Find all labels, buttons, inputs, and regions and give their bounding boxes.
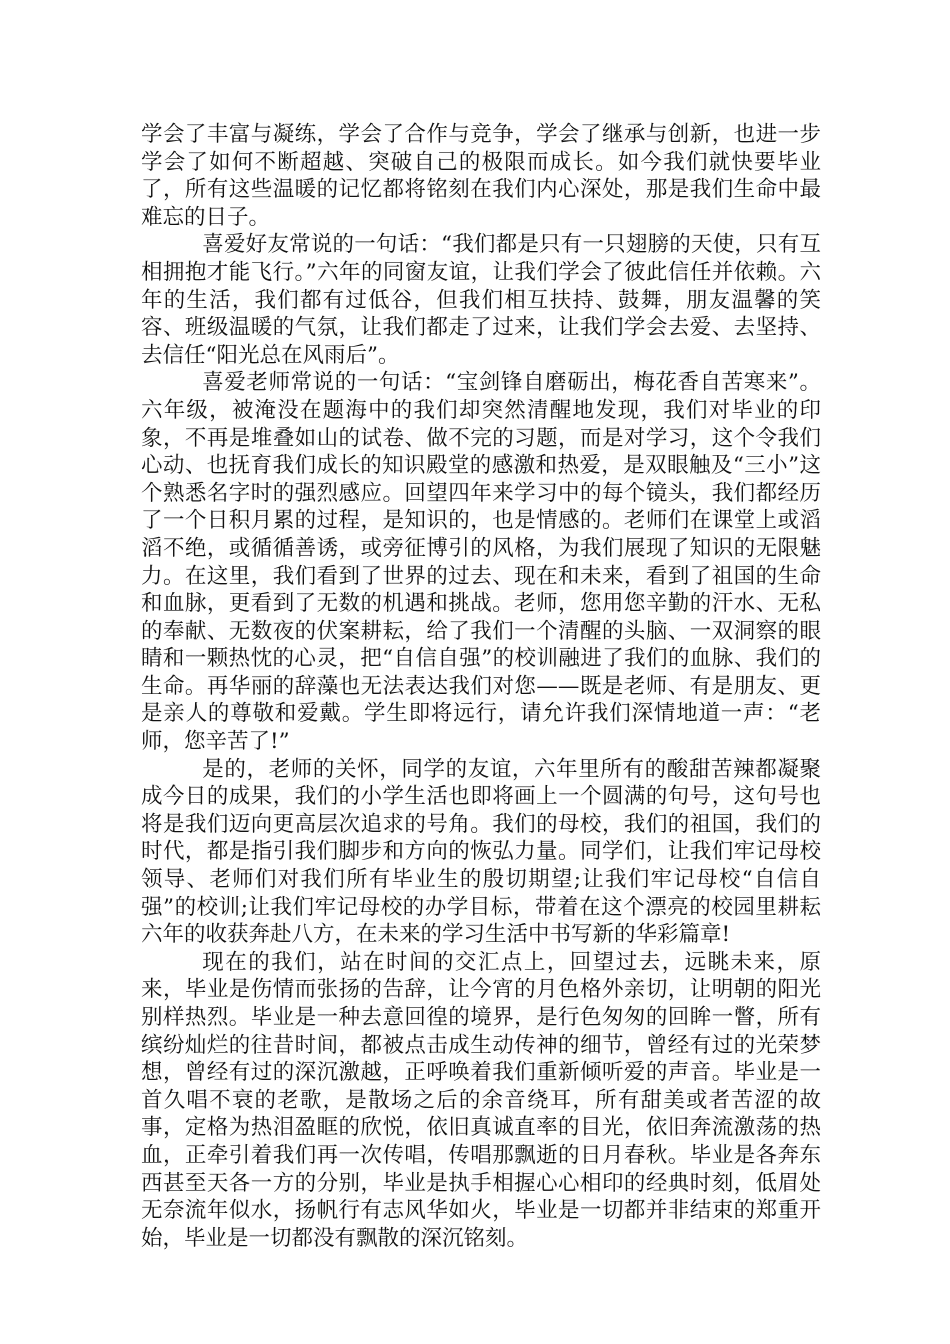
paragraph-4: 是的，老师的关怀，同学的友谊，六年里所有的酸甜苦辣都凝聚成今日的成果，我们的小学生活也即将画上一个圆满的句号，这句号也将是我们迈向更高层次追求的号角。我们的母校，我们的祖国，我们的时代，都是指引我们脚步和方向的恢弘力量。同学们，让我们牢记母校领导、老师们对我们所有毕业生的殷切期望;让我们牢记母校“自信自强”的校训;让我们牢记母校的办学目标，带着在这个漂亮的校园里耕耘六年的收获奔赴八方，在未来的学习生活中书写新的华彩篇章! [141,756,821,948]
paragraph-5: 现在的我们，站在时间的交汇点上，回望过去，远眺未来，原来，毕业是伤情而张扬的告辞，让今宵的月色格外亲切，让明朝的阳光别样热烈。毕业是一种去意回徨的境界，是行色匆匆的回眸一瞥，所有缤纷灿烂的往昔时间，都被点击成生动传神的细节，曾经有过的光荣梦想，曾经有过的深沉激越，正呼唤着我们重新倾听爱的声音。毕业是一首久唱不衰的老歌，是散场之后的余音绕耳，所有甜美或者苦涩的故事，定格为热泪盈眶的欣悦，依旧真诚直率的目光，依旧奔流激荡的热血，正牵引着我们再一次传唱，传唱那飘逝的日月春秋。毕业是各奔东西甚至天各一方的分别，毕业是执手相握心心相印的经典时刻，低眉处无奈流年似水，扬帆行有志风华如火，毕业是一切都并非结束的郑重开始，毕业是一切都没有飘散的深沉铭刻。 [141,949,821,1251]
document-body [141,121,821,1252]
paragraph-1: 学会了丰富与凝练，学会了合作与竞争，学会了继承与创新，也进一步学会了如何不断超越、突破自己的极限而成长。如今我们就快要毕业了，所有这些温暖的记忆都将铭刻在我们内心深处，那是我们生命中最难忘的日子。 [141,122,821,230]
paragraph-2: 喜爱好友常说的一句话：“我们都是只有一只翅膀的天使，只有互相拥抱才能飞行。”六年的同窗友谊，让我们学会了彼此信任并依赖。六年的生活，我们都有过低谷，但我们相互扶持、鼓舞，朋友温馨的笑容、班级温暖的气氛，让我们都走了过来，让我们学会去爱、去坚持、去信任“阳光总在风雨后”。 [141,232,821,368]
paragraph-3: 喜爱老师常说的一句话：“宝剑锋自磨砺出，梅花香自苦寒来”。六年级，被淹没在题海中的我们却突然清醒地发现，我们对毕业的印象，不再是堆叠如山的试卷、做不完的习题，而是对学习，这个令我们心动、也抚育我们成长的知识殿堂的感激和热爱，是双眼触及“三小”这个熟悉名字时的强烈感应。回望四年来学习中的每个镜头，我们都经历了一个日积月累的过程，是知识的，也是情感的。老师们在课堂上或滔滔不绝，或循循善诱，或旁征博引的风格，为我们展现了知识的无限魅力。在这里，我们看到了世界的过去、现在和未来，看到了祖国的生命和血脉，更看到了无数的机遇和挑战。老师，您用您辛勤的汗水、无私的奉献、无数夜的伏案耕耘，给了我们一个清醒的头脑、一双洞察的眼睛和一颗热忱的心灵，把“自信自强”的校训融进了我们的血脉、我们的生命。再华丽的辞藻也无法表达我们对您——既是老师、有是朋友、更是亲人的尊敬和爱戴。学生即将远行，请允许我们深情地道一声：“老师，您辛苦了!” [141,370,821,755]
